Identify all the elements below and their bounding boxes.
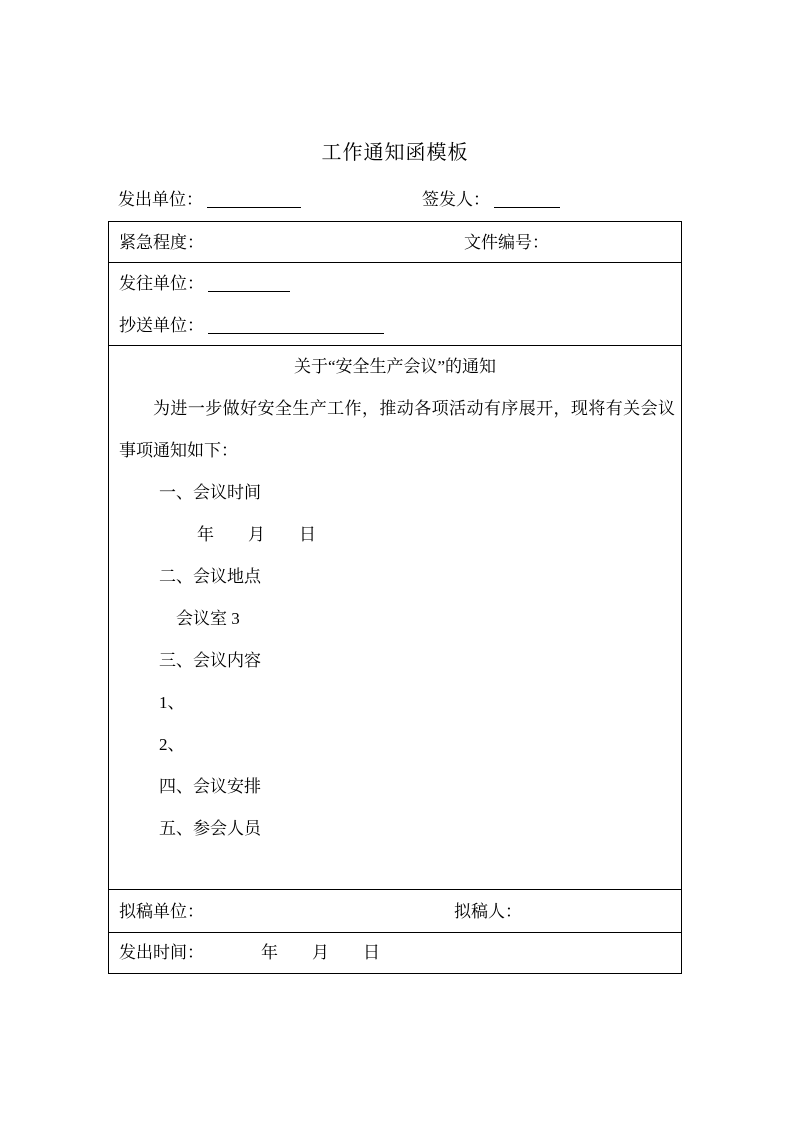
notice-paragraph: 为进一步做好安全生产工作，推动各项活动有序展开，现将有关会议事项通知如下：	[119, 399, 675, 460]
destination-field[interactable]	[119, 263, 290, 305]
body-item-meeting-time-heading: 一、会议时间	[159, 483, 261, 502]
body-item-attendees-heading: 五、参会人员	[159, 819, 261, 838]
doc-number-label[interactable]: 文件编号：	[464, 233, 549, 252]
body-item-content-1[interactable]: 1、	[159, 693, 185, 712]
drafting-unit-label[interactable]: 拟稿单位：	[119, 902, 204, 921]
destination-label: 发往单位：	[119, 274, 204, 293]
signer-label: 签发人：	[422, 190, 490, 209]
notice-table	[108, 221, 682, 974]
table-row-body	[109, 346, 681, 890]
table-row-destination	[109, 263, 681, 346]
issue-time-date[interactable]: 年 月 日	[261, 943, 380, 962]
body-item-content-2[interactable]: 2、	[159, 735, 185, 754]
table-row-drafter	[109, 890, 681, 933]
copy-to-label: 抄送单位：	[119, 316, 204, 335]
copy-to-field[interactable]	[119, 305, 384, 346]
body-item-meeting-arrangement-heading: 四、会议安排	[159, 777, 261, 796]
sender-unit-field[interactable]	[118, 186, 301, 214]
page-title: 工作通知函模板	[321, 142, 469, 164]
table-row-issue-time	[109, 933, 681, 973]
document-header-line	[110, 186, 684, 214]
body-item-meeting-room[interactable]: 会议室 3	[176, 609, 240, 628]
drafter-label[interactable]: 拟稿人：	[454, 902, 522, 921]
body-item-meeting-place-heading: 二、会议地点	[159, 567, 261, 586]
issue-time-label[interactable]: 发出时间：	[119, 943, 204, 962]
signer-field[interactable]	[422, 186, 560, 214]
body-item-meeting-date[interactable]: 年 月 日	[197, 525, 316, 544]
table-row-urgency	[109, 222, 681, 263]
body-item-meeting-content-heading: 三、会议内容	[159, 651, 261, 670]
destination-blank[interactable]	[208, 279, 290, 292]
sender-unit-label: 发出单位：	[118, 190, 203, 209]
urgency-label[interactable]: 紧急程度：	[119, 233, 204, 252]
copy-to-blank[interactable]	[208, 321, 384, 334]
signer-blank[interactable]	[494, 195, 560, 208]
notice-title: 关于“安全生产会议”的通知	[293, 357, 497, 376]
sender-unit-blank[interactable]	[207, 195, 301, 208]
